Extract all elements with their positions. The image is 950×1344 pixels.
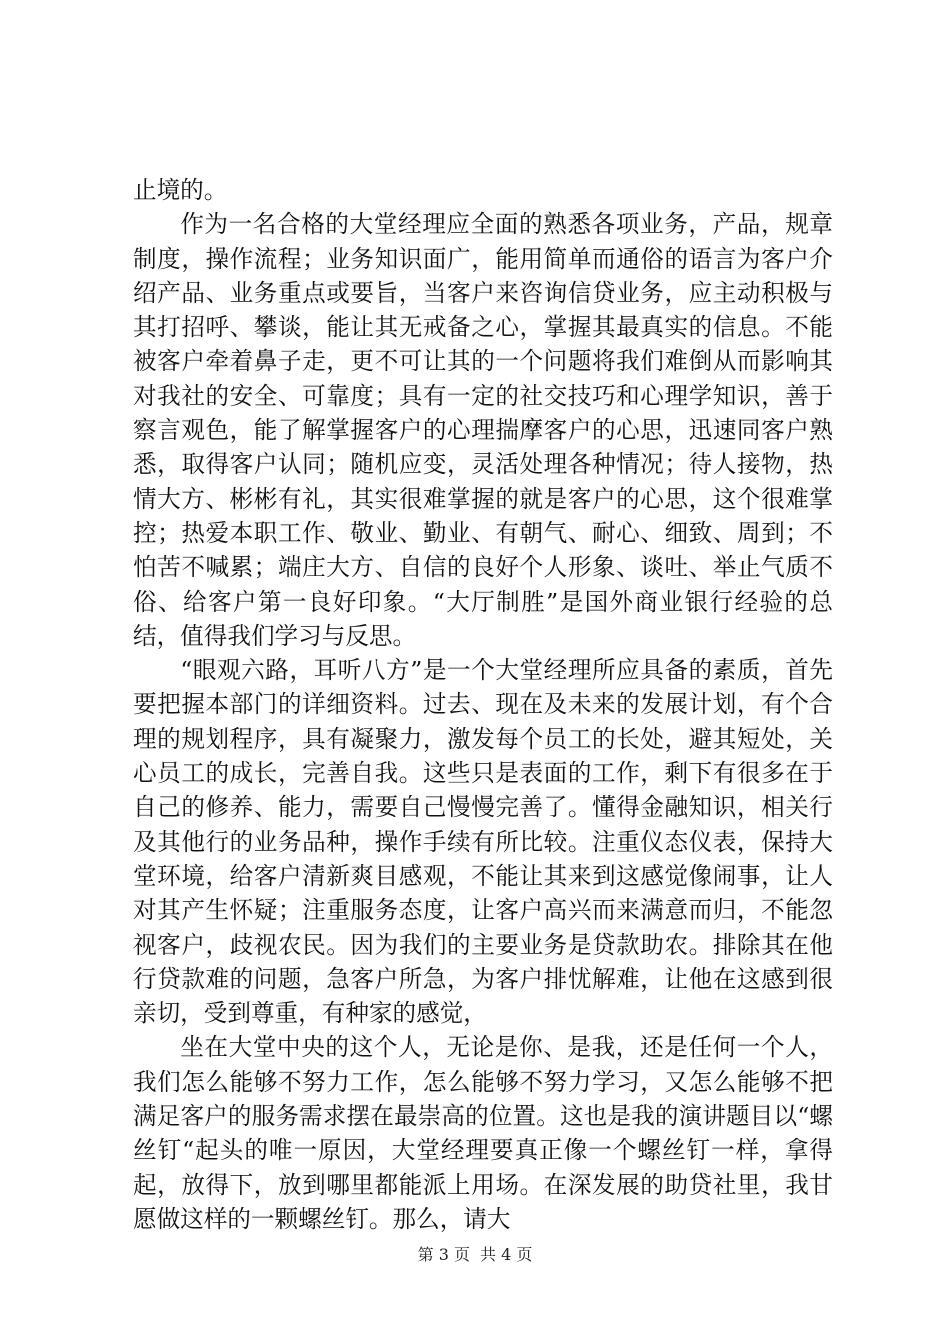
paragraph: 止境的。 bbox=[133, 176, 228, 204]
page-number: 第 3 页 bbox=[417, 1245, 470, 1264]
paragraph: “眼观六路，耳听八方”是一个大堂经理所应具备的素质，首先要把握本部门的详细资料。过去、现在及未来的发展计划，有个合理的规划程序，具有凝聚力，激发每个员工的长处，避其短处，关心员工的成长，完善自我。这些只是表面的工作，剩下有很多在于自己的修养、能力，需要自己慢慢完善了。懂得金融知识，相关行及其他行的业务品种，操作手续有所比较。注重仪态仪表，保持大堂环境，给客户清新爽目感观，不能让其来到这感觉像闹事，让人对其产生怀疑；注重服务态度，让客户高兴而来满意而归，不能忽视客户，歧视农民。因为我们的主要业务是贷款助农。排除其在他行贷款难的问题，急客户所急，为客户排忧解难，让他在这感到很亲切，受到尊重，有种家的感觉， bbox=[133, 656, 833, 1028]
page-footer bbox=[0, 1245, 950, 1265]
paragraph: 坐在大堂中央的这个人，无论是你、是我，还是任何一个人，我们怎么能够不努力工作，怎么能够不努力学习，又怎么能够不把满足客户的服务需求摆在最崇高的位置。这也是我的演讲题目以“螺丝钉“起头的唯一原因，大堂经理要真正像一个螺丝钉一样，拿得起，放得下，放到哪里都能派上用场。在深发展的助贷社里，我甘愿做这样的一颗螺丝钉。那么，请大 bbox=[133, 1033, 833, 1233]
page-total: 共 4 页 bbox=[480, 1245, 533, 1264]
paragraph: 作为一名合格的大堂经理应全面的熟悉各项业务，产品，规章制度，操作流程；业务知识面广，能用简单而通俗的语言为客户介绍产品、业务重点或要旨，当客户来咨询信贷业务，应主动积极与其打招呼、攀谈，能让其无戒备之心，掌握其最真实的信息。不能被客户牵着鼻子走，更不可让其的一个问题将我们难倒从而影响其对我社的安全、可靠度；具有一定的社交技巧和心理学知识，善于察言观色，能了解掌握客户的心理揣摩客户的心思，迅速同客户熟悉，取得客户认同；随机应变，灵活处理各种情况；待人接物，热情大方、彬彬有礼，其实很难掌握的就是客户的心思，这个很难掌控；热爱本职工作、敬业、勤业、有朝气、耐心、细致、周到；不怕苦不喊累；端庄大方、自信的良好个人形象、谈吐、举止气质不俗、给客户第一良好印象。“大厅制胜”是国外商业银行经验的总结，值得我们学习与反思。 bbox=[133, 210, 833, 650]
body-text bbox=[133, 173, 833, 1236]
